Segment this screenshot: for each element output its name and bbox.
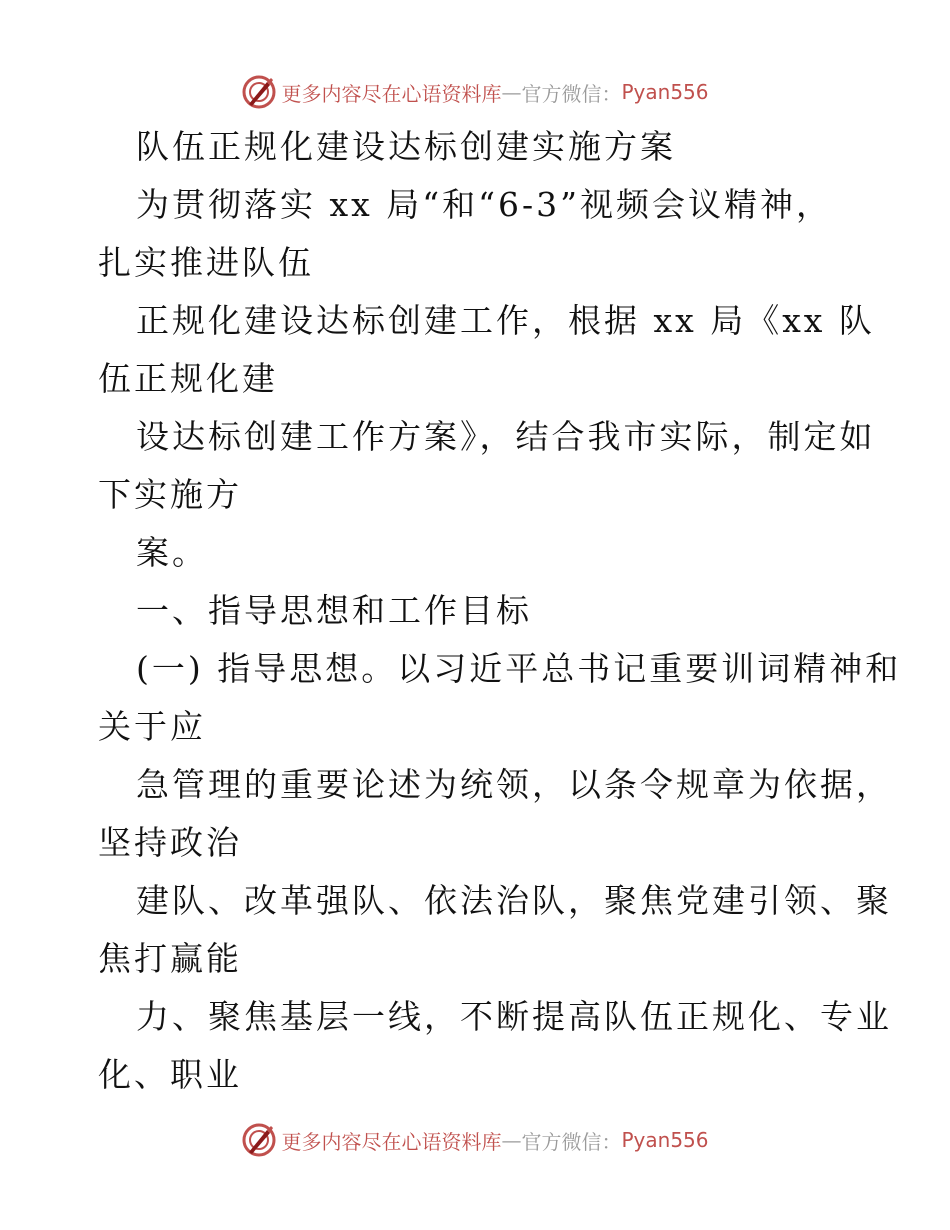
- document-line: 焦打赢能: [98, 939, 242, 978]
- document-line: 急管理的重要论述为统领，以条令规章为依据，: [136, 765, 892, 804]
- banner-dash: —: [501, 1128, 522, 1152]
- document-line: 为贯彻落实 xx 局“和“6-3”视频会议精神，: [136, 185, 832, 224]
- document-line: 建队、改革强队、依法治队，聚焦党建引领、聚: [136, 881, 892, 920]
- document-line: 化、职业: [98, 1055, 242, 1094]
- banner-wechat-id: Pyan556: [621, 1128, 709, 1152]
- document-line: 关于应: [98, 707, 206, 746]
- document-line: 力、聚焦基层一线，不断提高队伍正规化、专业: [136, 997, 892, 1036]
- banner-main-text: 更多内容尽在心语资料库: [281, 81, 502, 106]
- document-line: 设达标创建工作方案》，结合我市实际，制定如: [136, 417, 876, 456]
- document-line: (一) 指导思想。以习近平总书记重要训词精神和: [136, 649, 902, 688]
- banner-dash: —: [501, 80, 522, 104]
- document-line: 坚持政治: [98, 823, 242, 862]
- document-body: [98, 118, 902, 1104]
- banner-main-text: 更多内容尽在心语资料库: [281, 1129, 502, 1154]
- document-line: 案。: [136, 533, 208, 572]
- document-line: 扎实推进队伍: [98, 243, 314, 282]
- document-line: 下实施方: [98, 475, 242, 514]
- document-line: 一、指导思想和工作目标: [136, 591, 532, 630]
- banner-wechat-id: Pyan556: [621, 80, 709, 104]
- footer-banner: [0, 1120, 950, 1160]
- logo-icon: [241, 1122, 277, 1158]
- document-line: 伍正规化建: [98, 359, 278, 398]
- document-line: 队伍正规化建设达标创建实施方案: [136, 127, 676, 166]
- banner-official-text: 官方微信：: [521, 81, 622, 106]
- banner-official-text: 官方微信：: [521, 1129, 622, 1154]
- header-banner: [0, 72, 950, 112]
- logo-icon: [241, 74, 277, 110]
- document-line: 正规化建设达标创建工作，根据 xx 局《xx 队: [136, 301, 875, 340]
